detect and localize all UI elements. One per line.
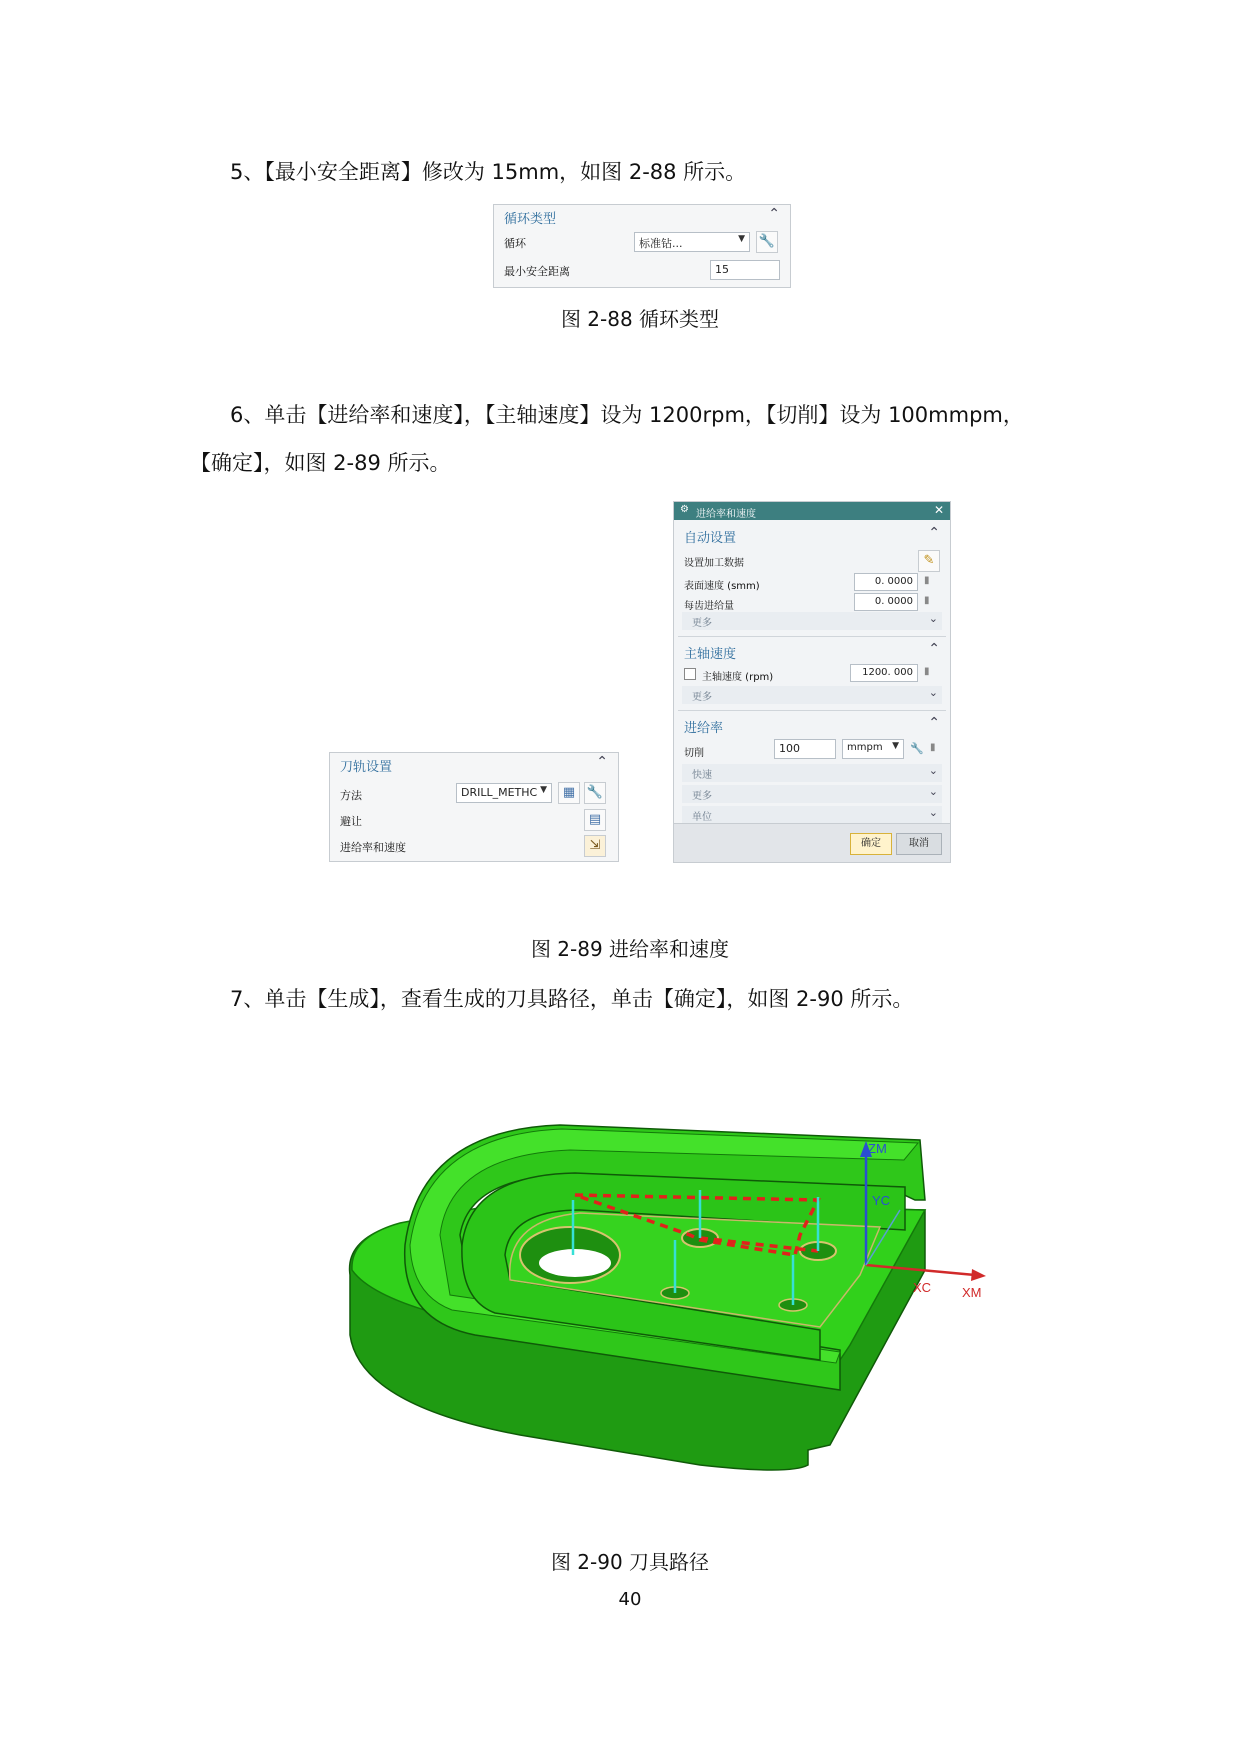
- cut-unit-select[interactable]: [842, 739, 904, 759]
- axis-label-yc: YC: [872, 1193, 891, 1208]
- page-number: 40: [618, 1589, 642, 1610]
- cycle-select[interactable]: [634, 232, 750, 252]
- caption-2-90: 图 2-90 刀具路径: [550, 1550, 710, 1574]
- chevron-up-icon[interactable]: ⌃: [928, 525, 940, 541]
- calculator-icon[interactable]: ▮: [930, 742, 936, 753]
- min-clearance-label: 最小安全距离: [504, 265, 570, 278]
- axis-label-zm: ZM: [868, 1141, 887, 1156]
- wrench-icon[interactable]: 🔧: [756, 231, 778, 253]
- feeds-speeds-icon[interactable]: ⇲: [584, 835, 606, 857]
- avoid-icon[interactable]: ▤: [584, 809, 606, 831]
- step6-line1: 6、单击【进给率和速度】，【主轴速度】设为 1200rpm，【切削】设为 100mmpm，: [230, 403, 1024, 427]
- x-axis-arrow: [971, 1269, 986, 1281]
- spindle-speed-input[interactable]: [850, 664, 918, 682]
- feeds-speeds-label: 进给率和速度: [340, 841, 406, 854]
- cycle-type-section-header[interactable]: [494, 205, 790, 229]
- wrench-icon[interactable]: 🔧: [584, 782, 606, 804]
- units-label: 单位: [692, 812, 712, 823]
- cancel-button[interactable]: [896, 833, 942, 855]
- more-row-spindle[interactable]: [682, 686, 942, 704]
- cycle-select-value: 标准钻...: [639, 237, 683, 250]
- avoid-label: 避让: [340, 815, 362, 828]
- wrench-icon[interactable]: 🔧: [910, 742, 924, 755]
- pencil-icon[interactable]: ✎: [918, 550, 940, 572]
- section-title: 自动设置: [684, 531, 737, 546]
- chevron-down-icon: ⌄: [928, 764, 938, 777]
- cancel-label: 取消: [909, 838, 929, 849]
- method-select[interactable]: [456, 783, 552, 803]
- axis-label-xc: XC: [913, 1280, 932, 1295]
- step6-line2: 【确定】，如图 2-89 所示。: [190, 451, 451, 475]
- section-divider: [678, 636, 946, 637]
- close-icon[interactable]: ✕: [933, 503, 944, 517]
- cycle-label: 循环: [504, 237, 526, 250]
- method-list-icon[interactable]: ▦: [558, 782, 580, 804]
- more-label: 更多: [692, 791, 712, 802]
- axis-label-xm: XM: [962, 1285, 982, 1300]
- more-row-auto[interactable]: [682, 612, 942, 630]
- ok-label: 确定: [861, 838, 881, 849]
- step7-text: 7、单击【生成】，查看生成的刀具路径，单击【确定】，如图 2-90 所示。: [230, 987, 914, 1011]
- section-title: 循环类型: [504, 212, 557, 227]
- chevron-down-icon: ⌄: [928, 686, 938, 699]
- chevron-up-icon[interactable]: ⌃: [596, 754, 608, 770]
- gear-icon: ⚙: [680, 504, 689, 515]
- dialog-title: 进给率和速度: [696, 509, 756, 520]
- chevron-down-icon: ⌄: [928, 785, 938, 798]
- cut-value: 100: [779, 742, 800, 755]
- surface-speed-input[interactable]: [854, 573, 918, 591]
- section-title: 进给率: [684, 721, 724, 736]
- toolpath-section-header[interactable]: [330, 753, 618, 777]
- more-label: 更多: [692, 692, 712, 703]
- units-row[interactable]: [682, 806, 942, 824]
- dialog-titlebar: [674, 502, 950, 520]
- surface-speed-value: 0. 0000: [874, 576, 913, 587]
- calculator-icon[interactable]: ▮: [924, 595, 930, 606]
- chevron-down-icon: ▼: [738, 234, 745, 244]
- surface-speed-label: 表面速度 (smm): [684, 581, 760, 592]
- method-select-value: DRILL_METHC: [461, 786, 538, 799]
- section-title: 主轴速度: [684, 647, 737, 662]
- chevron-down-icon: ▼: [892, 741, 899, 751]
- feed-rate-header[interactable]: [674, 714, 950, 738]
- spindle-speed-label: 主轴速度 (rpm): [702, 672, 774, 683]
- feed-per-tooth-input[interactable]: [854, 593, 918, 611]
- toolpath-settings-dialog: [329, 752, 619, 862]
- cut-label: 切削: [684, 748, 704, 759]
- auto-settings-header[interactable]: [674, 524, 950, 548]
- cut-unit-value: mmpm: [847, 742, 883, 753]
- section-title: 刀轨设置: [340, 760, 393, 775]
- caption-2-89: 图 2-89 进给率和速度: [530, 937, 730, 961]
- chevron-up-icon[interactable]: ⌃: [928, 715, 940, 731]
- cut-input[interactable]: [774, 739, 836, 759]
- ok-button[interactable]: [850, 833, 892, 855]
- caption-2-88: 图 2-88 循环类型: [560, 307, 720, 331]
- calculator-icon[interactable]: ▮: [924, 666, 930, 677]
- chevron-up-icon[interactable]: ⌃: [928, 641, 940, 657]
- chevron-down-icon: ⌄: [928, 806, 938, 819]
- cycle-type-dialog: [493, 204, 791, 288]
- feed-per-tooth-label: 每齿进给量: [684, 601, 734, 612]
- more-label: 更多: [692, 618, 712, 629]
- chevron-down-icon: ▼: [540, 785, 547, 795]
- feeds-speeds-dialog: [673, 501, 951, 863]
- min-clearance-input[interactable]: [710, 260, 780, 280]
- calculator-icon[interactable]: ▮: [924, 575, 930, 586]
- rapid-label: 快速: [692, 770, 712, 781]
- more-row-feed[interactable]: [682, 785, 942, 803]
- min-clearance-value: 15: [715, 263, 729, 276]
- set-machining-data-label: 设置加工数据: [684, 558, 744, 569]
- spindle-checkbox[interactable]: [684, 668, 696, 680]
- rapid-row[interactable]: [682, 764, 942, 782]
- feed-per-tooth-value: 0. 0000: [874, 596, 913, 607]
- spindle-speed-header[interactable]: [674, 640, 950, 664]
- method-label: 方法: [340, 789, 362, 802]
- chevron-down-icon: ⌄: [928, 612, 938, 625]
- dialog-footer: [674, 823, 950, 862]
- step5-text: 5、【最小安全距离】修改为 15mm，如图 2-88 所示。: [230, 160, 747, 184]
- hole-large-inner: [539, 1249, 611, 1277]
- section-divider: [678, 710, 946, 711]
- chevron-up-icon[interactable]: ⌃: [768, 206, 780, 222]
- toolpath-model-view: [0, 1105, 1240, 1525]
- spindle-speed-value: 1200. 000: [862, 667, 913, 678]
